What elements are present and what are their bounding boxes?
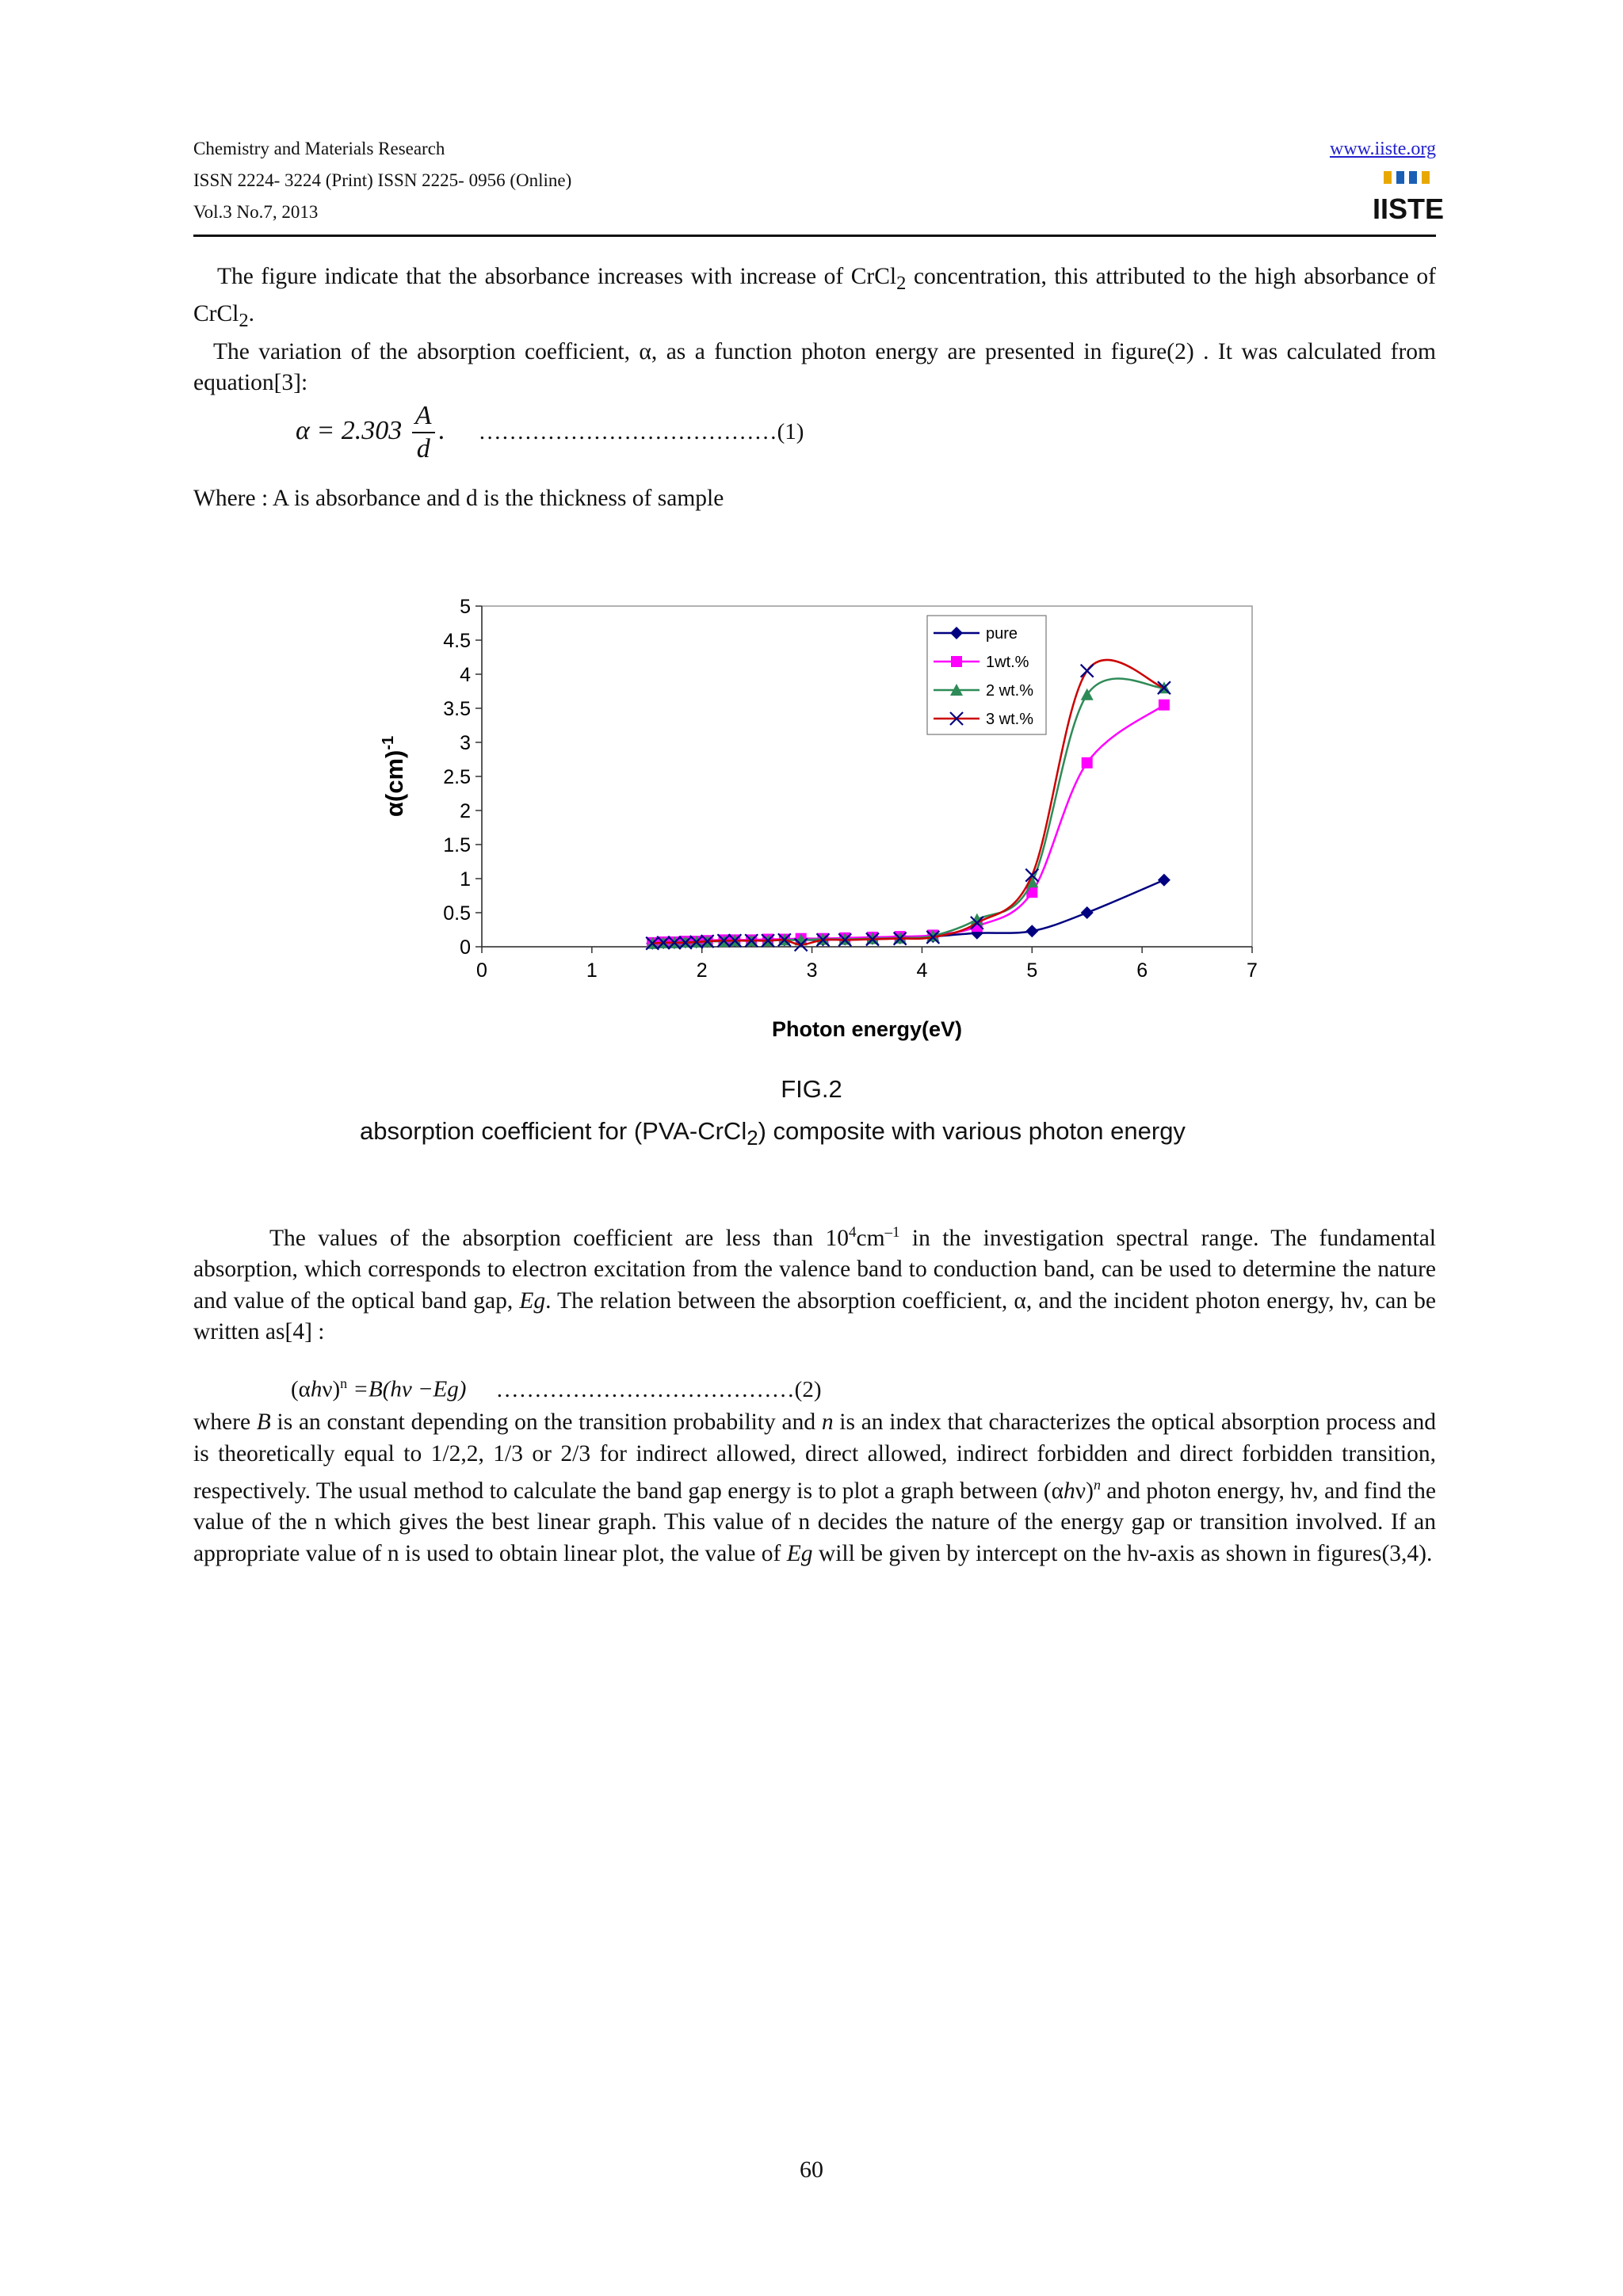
figure-caption: absorption coefficient for (PVA-CrCl$_2$) composite with various photon energy [360,1117,1186,1150]
eq1-denominator: d [416,434,430,463]
legend-label: 1wt.% [986,654,1029,671]
journal-header [193,133,571,228]
legend-label: pure [986,625,1018,643]
x-axis-label: Photon energy(eV) [771,1017,963,1041]
x-tick-label: 2 [696,959,708,982]
figure-label: FIG.2 [781,1075,842,1103]
y-axis-label-group [380,736,408,817]
y-tick-label: 4.5 [443,630,471,652]
y-tick-label: 0.5 [443,902,471,925]
para-absorbance: The figure indicate that the absorbance increases with increase of CrCl$_2$ concentration, this attributed to the high absorbance of CrCl$_2$. [193,264,1436,332]
legend-label: 2 wt.% [986,682,1034,700]
x-tick-label: 0 [476,959,487,982]
journal-volume: Vol.3 No.7, 2013 [193,202,319,222]
para-values: The values of the absorption coefficient are less than $10^4cm^{-1}$ in the investigation spectral range. The fundamental absorption, which corresponds to electron excitation from the valence band to conduction band, can be used to determine the nature and value of the optical band gap, Eg. The relation between the absorption coefficient, α, and the incident photon energy, hν, can be written as[4] : [193,1224,1437,1345]
page-number: 60 [800,2157,823,2183]
y-tick-label: 0 [460,936,471,959]
body-paragraph-2 [193,1217,1436,1348]
header-right [1330,133,1436,165]
journal-issn: ISSN 2224- 3224 (Print) ISSN 2225- 0956 (Online) [193,170,572,190]
equation-2: $(\alpha h\nu)^n =B(h\nu -Eg)$ …………………………………(2) [291,1375,822,1402]
equation-1: α = 2.303 $\frac{A}{d}$ . …………………………………(1) [296,401,804,463]
y-tick-label: 2 [460,800,471,822]
website-link[interactable]: www.iiste.org [1330,139,1436,159]
x-tick-label: 4 [916,959,928,982]
where-line: Where : A is absorbance and d is the thickness of sample [193,486,724,511]
logo-text: IISTE [1372,193,1445,225]
data-point [1159,700,1170,711]
legend [927,616,1046,734]
y-tick-label: 2.5 [443,766,471,788]
header-rule [193,235,1436,237]
intro-paragraph [193,261,1436,399]
data-point [1082,757,1093,769]
y-axis-label: α(cm)$^{-1}$ [380,735,408,818]
absorption-chart [349,582,1284,1058]
x-tick-label: 5 [1026,959,1038,982]
x-tick-label: 6 [1136,959,1148,982]
y-tick-label: 3.5 [443,698,471,720]
journal-title: Chemistry and Materials Research [193,139,445,158]
eq1-numerator: A [412,400,435,433]
y-tick-label: 5 [460,596,471,618]
x-tick-label: 3 [806,959,818,982]
legend-marker [951,656,962,667]
body-paragraph-3 [193,1407,1436,1569]
para-where-b: where B is an constant depending on the transition probability and n is an index that characterizes the optical absorption process and is theoretically equal to 1/2,2, 1/3 or 2/3 for indirect allowed, direct allowed, indirect forbidden and direct forbidden transition, respectively. The usual method to calculate the band gap energy is to plot a graph between $(\alpha h\nu)^n$ and photon energy, hν, and find the value of the n which gives the best linear graph. This value of n decides the nature of the energy gap or transition involved. If an appropriate value of n is used to obtain linear plot, the value of Eg will be given by intercept on the hν-axis as shown in figures(3,4). [193,1409,1436,1566]
eq1-lhs: α = 2.303 [296,415,403,445]
y-tick-label: 1.5 [443,834,471,856]
x-tick-label: 7 [1247,959,1258,982]
y-tick-label: 4 [460,664,471,686]
y-tick-label: 3 [460,732,471,754]
iiste-logo [1372,168,1445,225]
y-tick-label: 1 [460,868,471,891]
plot-area [482,606,1252,947]
eq1-fraction [412,400,435,465]
para-variation: The variation of the absorption coefficient, α, as a function photon energy are presented in figure(2) . It was calculated from equation[3]: [193,338,1436,396]
eq1-number: …………………………………(1) [478,418,804,444]
legend-label: 3 wt.% [986,711,1034,728]
x-tick-label: 1 [586,959,598,982]
